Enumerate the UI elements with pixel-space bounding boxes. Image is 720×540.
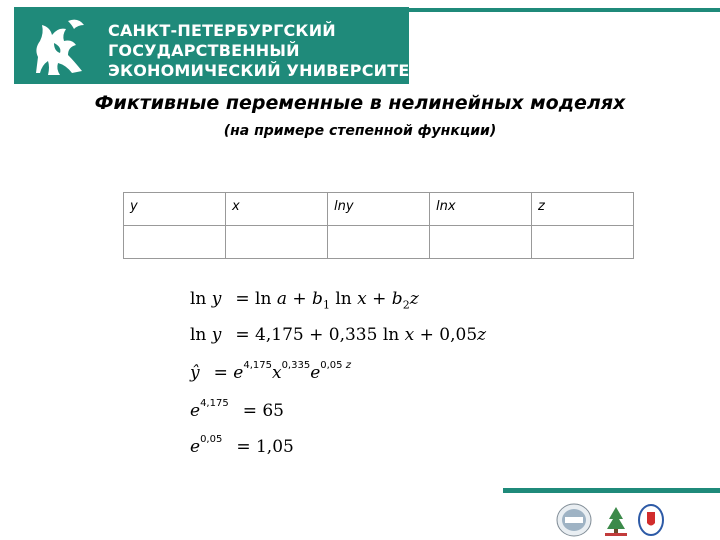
university-name-line-2: ГОСУДАРСТВЕННЫЙ — [108, 41, 300, 60]
formula-1: $\ln y = \ln a + b_1$ $\ln x + b_2z$ — [190, 289, 419, 312]
tree-emblem-icon — [599, 503, 633, 537]
table-header-cell: z — [532, 193, 634, 226]
university-name-line-3: ЭКОНОМИЧЕСКИЙ УНИВЕРСИТЕТ — [108, 61, 421, 80]
university-name-line-1: САНКТ-ПЕТЕРБУРГСКИЙ — [108, 21, 336, 40]
table-header-cell: lnx — [430, 193, 532, 226]
university-name — [108, 21, 421, 81]
table-row — [124, 226, 634, 259]
emblem-logo-icon — [556, 503, 592, 537]
formula-3: ŷ = $e^{4,175}x^{0,335}e^{0,05 z}$ — [190, 360, 351, 383]
header-divider — [409, 8, 720, 12]
table-cell — [226, 226, 328, 259]
footer-divider — [503, 488, 720, 493]
formula-2: ln y = 4,175 + 0,335 ln x + 0,05z — [190, 325, 487, 345]
table-header-row — [124, 193, 634, 226]
table-cell — [532, 226, 634, 259]
shield-emblem-icon — [638, 503, 664, 537]
formula-5: $e^{0,05} = 1,05$ — [190, 434, 294, 457]
table-cell — [328, 226, 430, 259]
table-cell — [124, 226, 226, 259]
table-header-cell: x — [226, 193, 328, 226]
table-cell — [430, 226, 532, 259]
slide-subtitle: (на примере степенной функции) — [223, 123, 497, 139]
slide-title: Фиктивные переменные в нелинейных моделях — [94, 92, 626, 114]
formula-4: $e^{4,175} = 65$ — [190, 398, 284, 421]
table-header-cell: y — [124, 193, 226, 226]
university-banner — [14, 7, 421, 84]
griffin-logo-icon — [28, 13, 90, 81]
variables-table — [123, 192, 634, 259]
table-header-cell: lny — [328, 193, 430, 226]
